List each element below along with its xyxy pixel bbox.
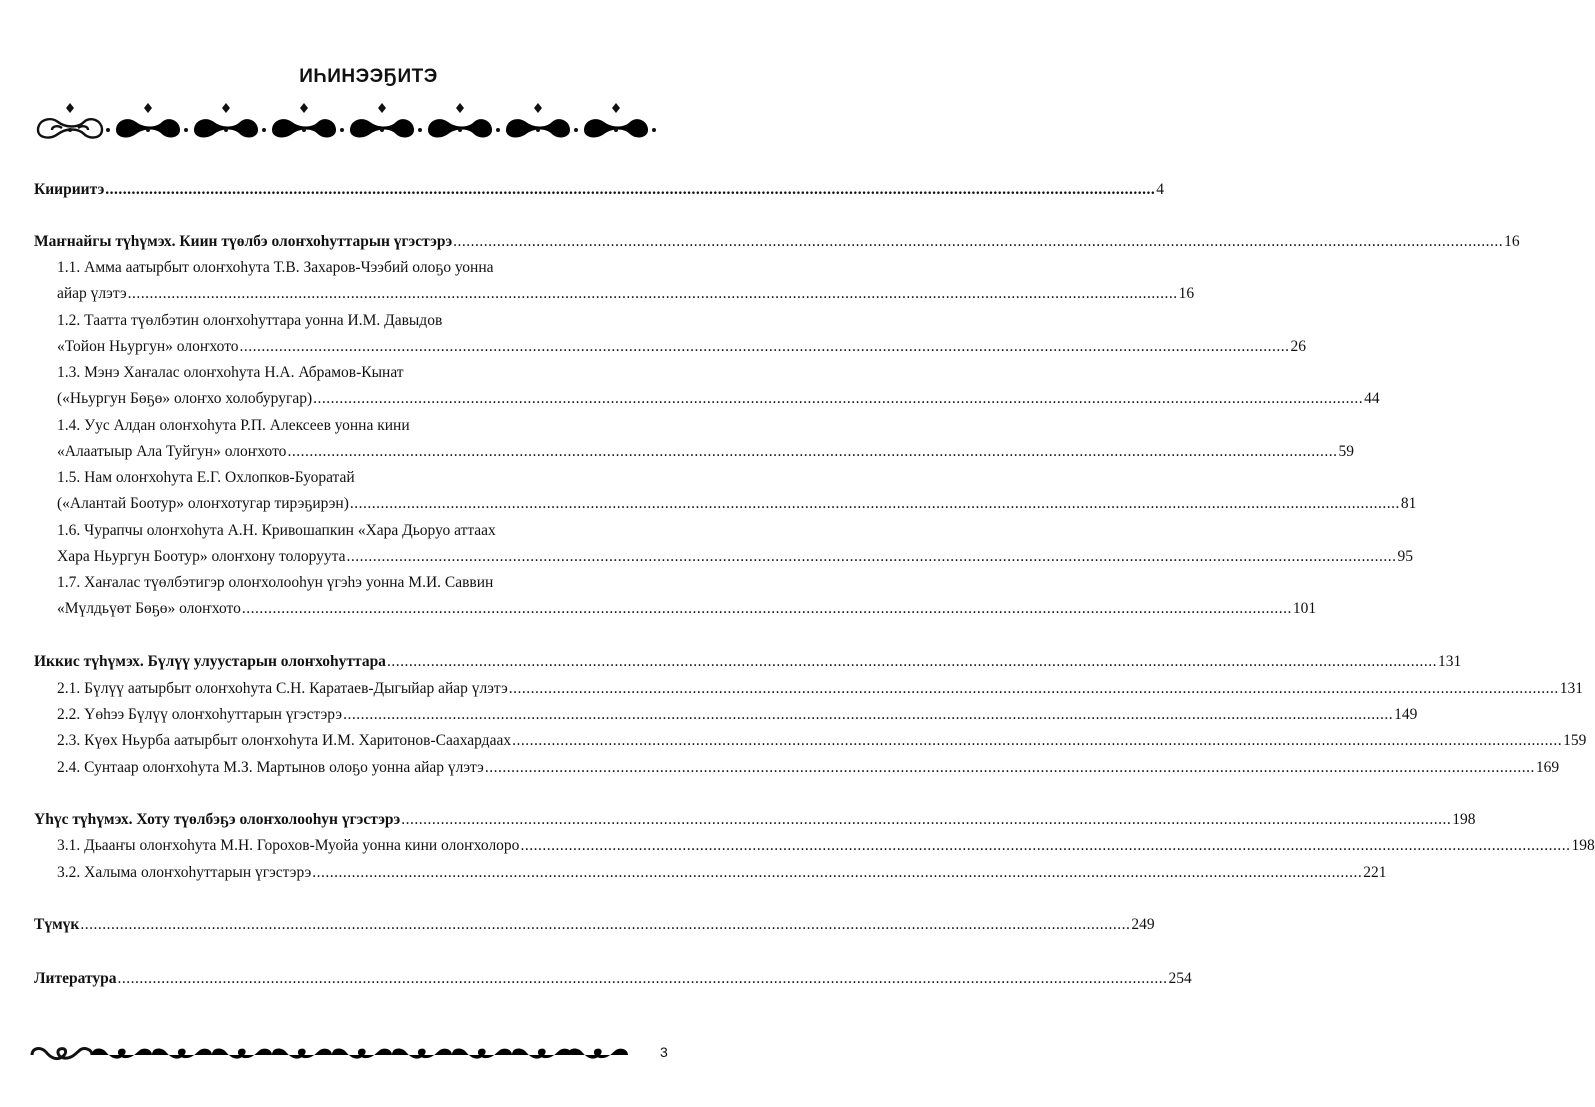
toc-entry-label: Түмүк bbox=[34, 916, 80, 933]
toc-entry-label: («Алантай Боотур» олоҥхотугар тирэҕирэн) bbox=[57, 495, 349, 512]
toc-entry-1-5-line1: 1.5. Нам олоҥхоһута Е.Г. Охлопков-Буоратай bbox=[57, 469, 355, 486]
toc-entry-1-1-line1: 1.1. Амма аатырбыт олоҥхоһута Т.В. Захаров-Чээбий олоҕо уонна bbox=[57, 259, 494, 276]
toc-entry-1-4[interactable] bbox=[57, 442, 1354, 462]
toc-entry-literature[interactable] bbox=[34, 969, 1192, 989]
toc-entry-2-3[interactable] bbox=[57, 731, 1587, 751]
toc-entry-label: айар үлэтэ bbox=[57, 285, 127, 302]
toc-page-number: 26 bbox=[1290, 338, 1307, 355]
toc-entry-1-6[interactable] bbox=[57, 547, 1414, 567]
dot-leader bbox=[105, 180, 1155, 200]
dot-leader bbox=[509, 679, 1559, 699]
toc-entry-conclusion[interactable] bbox=[34, 915, 1155, 935]
page-number: 3 bbox=[660, 1044, 668, 1060]
toc-entry-label: «Мүлдьүөт Бөҕө» олоҥхото bbox=[57, 600, 241, 617]
dot-leader bbox=[512, 731, 1562, 751]
toc-page-number: 198 bbox=[1571, 837, 1595, 854]
toc-entry-label: «Тойон Ньургун» олоҥхото bbox=[57, 338, 239, 355]
dot-leader bbox=[287, 442, 1337, 462]
toc-entry-label: Киириитэ bbox=[34, 181, 105, 198]
toc-entry-1-1[interactable] bbox=[57, 284, 1195, 304]
decorative-ornament-bottom bbox=[30, 1044, 630, 1066]
toc-page-number: 16 bbox=[1504, 233, 1520, 250]
dot-leader bbox=[350, 494, 1400, 514]
dot-leader bbox=[117, 969, 1167, 989]
toc-entry-label: 2.3. Күөх Ньурба аатырбыт олоҥхоһута И.М. Харитонов-Саахардаах bbox=[57, 732, 512, 749]
toc-entry-label: 2.4. Сунтаар олоҥхоһута М.З. Мартынов олоҕо уонна айар үлэтэ bbox=[57, 759, 484, 776]
toc-entry-chapter-3[interactable] bbox=[34, 810, 1476, 830]
toc-page-number: 159 bbox=[1563, 732, 1587, 749]
toc-page-number: 59 bbox=[1338, 443, 1354, 460]
toc-page-number: 249 bbox=[1131, 916, 1155, 933]
toc-entry-label: 2.2. Үөһээ Бүлүү олоҥхоһуттарын үгэстэрэ bbox=[57, 706, 343, 723]
dot-leader bbox=[401, 810, 1451, 830]
dot-leader bbox=[347, 547, 1397, 567]
toc-page-number: 81 bbox=[1400, 495, 1417, 512]
toc-entry-chapter-1[interactable] bbox=[34, 232, 1520, 252]
toc-entry-label: «Алаатыыр Ала Туйгун» олоҥхото bbox=[57, 443, 287, 460]
dot-leader bbox=[128, 284, 1178, 304]
dot-leader bbox=[520, 836, 1570, 856]
toc-entry-label: («Ньургун Бөҕө» олоҥхо холобуругар) bbox=[57, 390, 313, 407]
dot-leader bbox=[453, 232, 1503, 252]
dot-leader bbox=[312, 863, 1362, 883]
toc-entry-1-2-line1: 1.2. Таатта түөлбэтин олоҥхоһуттара уонна И.М. Давыдов bbox=[57, 312, 443, 329]
toc-entry-3-2[interactable] bbox=[57, 863, 1387, 883]
toc-page-number: 44 bbox=[1364, 390, 1380, 407]
toc-page-number: 95 bbox=[1397, 548, 1414, 565]
toc-entry-1-3[interactable] bbox=[57, 389, 1380, 409]
toc-page-number: 131 bbox=[1437, 653, 1462, 670]
dot-leader bbox=[242, 599, 1292, 619]
dot-leader bbox=[485, 758, 1535, 778]
toc-entry-label: Иккис түһүмэх. Бүлүү улуустарын олоҥхоһуттара bbox=[34, 653, 386, 670]
toc-entry-1-7[interactable] bbox=[57, 599, 1317, 619]
toc-entry-label: Үһүс түһүмэх. Хоту түөлбэҕэ олоҥхолооһун үгэстэрэ bbox=[34, 811, 401, 828]
toc-entry-1-6-line1: 1.6. Чурапчы олоҥхоһута А.Н. Кривошапкин «Хара Дьоруо аттаах bbox=[57, 522, 496, 539]
toc-page-number: 254 bbox=[1168, 970, 1192, 987]
toc-entry-label: 3.1. Дьааҥы олоҥхоһута М.Н. Горохов-Муойа уонна кини олоҥхолоро bbox=[57, 837, 520, 854]
dot-leader bbox=[343, 705, 1393, 725]
toc-page-number: 149 bbox=[1394, 706, 1418, 723]
toc-entry-intro[interactable] bbox=[34, 180, 1165, 200]
page-title: ИҺИНЭЭҔИТЭ bbox=[299, 66, 438, 87]
toc-entry-1-7-line1: 1.7. Хаҥалас түөлбэтигэр олоҥхолооһун үгэһэ уонна М.И. Саввин bbox=[57, 574, 494, 591]
toc-page-number: 101 bbox=[1292, 600, 1317, 617]
toc-entry-label: 3.2. Халыма олоҥхоһуттарын үгэстэрэ bbox=[57, 864, 312, 881]
toc-entry-3-1[interactable] bbox=[57, 836, 1595, 856]
toc-entry-1-5[interactable] bbox=[57, 494, 1417, 514]
dot-leader bbox=[387, 652, 1437, 672]
toc-entry-1-4-line1: 1.4. Уус Алдан олоҥхоһута Р.П. Алексеев уонна кини bbox=[57, 417, 410, 434]
decorative-ornament-top bbox=[30, 94, 700, 144]
toc-entry-chapter-2[interactable] bbox=[34, 652, 1462, 672]
toc-entry-label: Маҥнайгы түһүмэх. Киин түөлбэ олоҥхоһуттарын үгэстэрэ bbox=[34, 233, 453, 250]
toc-entry-1-2[interactable] bbox=[57, 337, 1307, 357]
toc-page-number: 131 bbox=[1559, 680, 1583, 697]
toc-page-number: 169 bbox=[1535, 759, 1560, 776]
toc-page-number: 221 bbox=[1363, 864, 1387, 881]
toc-entry-2-4[interactable] bbox=[57, 758, 1560, 778]
toc-entry-label: 2.1. Бүлүү аатырбыт олоҥхоһута С.Н. Каратаев-Дыгыйар айар үлэтэ bbox=[57, 680, 508, 697]
toc-page-number: 16 bbox=[1178, 285, 1195, 302]
dot-leader bbox=[313, 389, 1363, 409]
toc-page-number: 4 bbox=[1156, 181, 1165, 198]
dot-leader bbox=[240, 337, 1290, 357]
dot-leader bbox=[80, 915, 1130, 935]
toc-entry-label: Хара Ньургун Боотур» олоҥхону толоруута bbox=[57, 548, 346, 565]
toc-entry-2-1[interactable] bbox=[57, 679, 1583, 699]
toc-entry-label: Литература bbox=[34, 970, 117, 987]
toc-page-number: 198 bbox=[1452, 811, 1476, 828]
toc-entry-2-2[interactable] bbox=[57, 705, 1418, 725]
toc-entry-1-3-line1: 1.3. Мэнэ Хаҥалас олоҥхоһута Н.А. Абрамов-Кынат bbox=[57, 364, 404, 381]
